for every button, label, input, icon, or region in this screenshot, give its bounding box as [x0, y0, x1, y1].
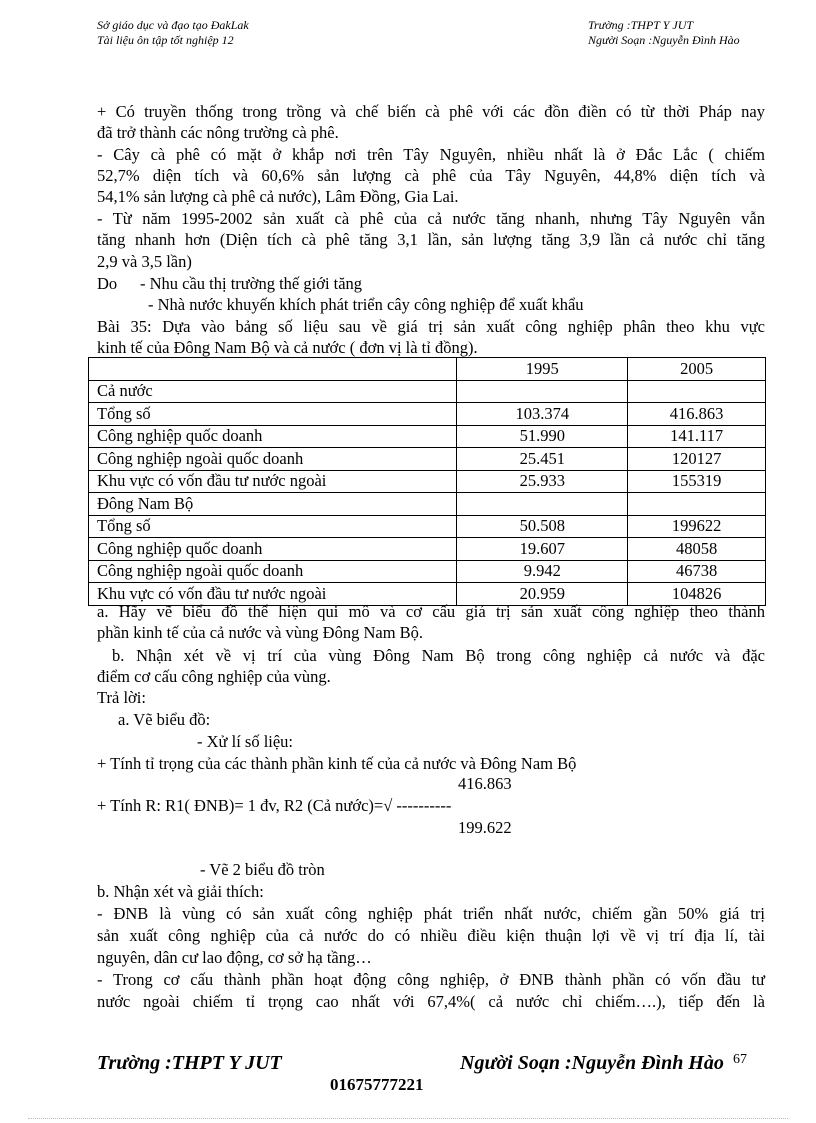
table-cell: Công nghiệp ngoài quốc doanh: [89, 560, 457, 583]
text-line: kinh tế của Đông Nam Bộ và cả nước ( đơn vị là tỉ đồng).: [97, 338, 478, 357]
table-row: [89, 358, 766, 381]
text-line: - Cây cà phê có mặt ở khắp nơi trên Tây Nguyên, nhiều nhất là ở Đắc Lắc ( chiếm: [97, 145, 765, 164]
footer-school: Trường :THPT Y JUT: [97, 1052, 282, 1074]
table-cell: 416.863: [628, 403, 766, 426]
text-line: 2,9 và 3,5 lần): [97, 252, 192, 271]
text-line: đã trở thành các nông trường cà phê.: [97, 123, 339, 142]
text-line: a. Hãy vẽ biểu đồ thể hiện qui mô và cơ cấu giá trị sản xuất công nghiệp theo thành: [97, 602, 765, 621]
table-cell: [89, 358, 457, 381]
text-line: b. Nhận xét và giải thích:: [97, 882, 264, 901]
table-cell: Tổng số: [89, 515, 457, 538]
table-cell: 9.942: [457, 560, 628, 583]
table-cell: 2005: [628, 358, 766, 381]
text-line: nguyên, dân cư lao động, cơ sở hạ tầng…: [97, 948, 372, 967]
table-cell: Cả nước: [89, 380, 457, 403]
text-line: sản xuất công nghiệp của cả nước do có nhiều điều kiện thuận lợi về vị trí địa lí, tài: [97, 926, 765, 945]
text-line: nước ngoài chiếm tỉ trọng cao nhất với 67,4%( cả nước chỉ chiếm….), tiếp đến là: [97, 992, 765, 1011]
table-row: [89, 560, 766, 583]
table-cell: Khu vực có vốn đầu tư nước ngoài: [89, 470, 457, 493]
table-cell: [457, 493, 628, 516]
table-cell: 120127: [628, 448, 766, 471]
table-cell: 51.990: [457, 425, 628, 448]
table-cell: [628, 380, 766, 403]
table-cell: Khu vực có vốn đầu tư nước ngoài: [89, 583, 457, 606]
table-cell: 104826: [628, 583, 766, 606]
table-row: [89, 538, 766, 561]
header-department: Sở giáo dục và đạo tạo ĐakLak: [97, 18, 249, 32]
table-cell: 19.607: [457, 538, 628, 561]
table-row: [89, 380, 766, 403]
text-line: - ĐNB là vùng có sản xuất công nghiệp phát triển nhất nước, chiếm gần 50% giá trị: [97, 904, 765, 923]
table-cell: 1995: [457, 358, 628, 381]
table-cell: 141.117: [628, 425, 766, 448]
text-line: - Nhu cầu thị trường thế giới tăng: [140, 274, 363, 293]
table-row: [89, 515, 766, 538]
formula-line: + Tính R: R1( ĐNB)= 1 đv, R2 (Cả nước)=√ ----------: [97, 796, 452, 815]
footer-author: Người Soạn :Nguyễn Đình Hào: [460, 1052, 724, 1074]
footer-phone: 01675777221: [330, 1075, 424, 1094]
data-table: [88, 357, 766, 606]
table-cell: [628, 493, 766, 516]
table-cell: 155319: [628, 470, 766, 493]
table-cell: 50.508: [457, 515, 628, 538]
table-cell: 20.959: [457, 583, 628, 606]
table-cell: 103.374: [457, 403, 628, 426]
text-line: điểm cơ cấu công nghiệp của vùng.: [97, 667, 331, 686]
text-line: Bài 35: Dựa vào bảng số liệu sau về giá trị sản xuất công nghiệp phân theo khu vực: [97, 317, 765, 336]
table-cell: 46738: [628, 560, 766, 583]
table-cell: 25.933: [457, 470, 628, 493]
table-cell: Công nghiệp quốc doanh: [89, 425, 457, 448]
text-line: - Xử lí số liệu:: [197, 732, 294, 751]
text-line: tăng nhanh hơn (Diện tích cà phê tăng 3,1 lần, sản lượng tăng 3,9 lần cả nước chỉ tăng: [97, 230, 765, 249]
table-row: [89, 493, 766, 516]
header-author: Người Soạn :Nguyễn Đình Hào: [588, 33, 740, 47]
table-cell: [457, 380, 628, 403]
text-line: phần kinh tế của cả nước và vùng Đông Nam Bộ.: [97, 623, 424, 642]
page-number: 67: [733, 1052, 747, 1067]
table-cell: Công nghiệp ngoài quốc doanh: [89, 448, 457, 471]
table-row: [89, 425, 766, 448]
table-row: [89, 470, 766, 493]
text-line: - Trong cơ cấu thành phần hoạt động công nghiệp, ở ĐNB thành phần có vốn đầu tư: [97, 970, 765, 989]
text-line: - Vẽ 2 biểu đồ tròn: [200, 860, 325, 879]
header-school: Trường :THPT Y JUT: [588, 18, 694, 32]
formula-denominator: 199.622: [458, 818, 512, 837]
formula-numerator: 416.863: [458, 774, 512, 793]
text-line: b. Nhận xét về vị trí của vùng Đông Nam Bộ trong công nghiệp cả nước và đặc: [112, 646, 765, 665]
text-line: + Tính tỉ trọng của các thành phần kinh tế của cả nước và Đông Nam Bộ: [97, 754, 577, 773]
text-line: + Có truyền thống trong trồng và chế biến cà phê với các đồn điền có từ thời Pháp nay: [97, 102, 765, 121]
text-line: 54,1% sản lượng cà phê cả nước), Lâm Đồng, Gia Lai.: [97, 187, 459, 206]
page-border-divider: [28, 1118, 788, 1119]
text-line: 52,7% diện tích và 60,6% sản lượng cà phê của Tây Nguyên, 44,8% diện tích và: [97, 166, 765, 185]
text-line: Do: [97, 274, 118, 293]
text-line: - Nhà nước khuyến khích phát triển cây công nghiệp để xuất khẩu: [148, 295, 584, 314]
table-cell: Công nghiệp quốc doanh: [89, 538, 457, 561]
text-line: - Từ năm 1995-2002 sản xuất cà phê của cả nước tăng nhanh, nhưng Tây Nguyên vẫn: [97, 209, 765, 228]
table-row: [89, 448, 766, 471]
table-cell: 25.451: [457, 448, 628, 471]
table-cell: Đông Nam Bộ: [89, 493, 457, 516]
text-line: a. Vẽ biểu đồ:: [118, 710, 211, 729]
table-cell: Tổng số: [89, 403, 457, 426]
table-row: [89, 403, 766, 426]
header-document-title: Tài liệu ôn tập tốt nghiệp 12: [97, 33, 234, 47]
table-cell: 199622: [628, 515, 766, 538]
table-cell: 48058: [628, 538, 766, 561]
text-line: Trả lời:: [97, 688, 146, 707]
